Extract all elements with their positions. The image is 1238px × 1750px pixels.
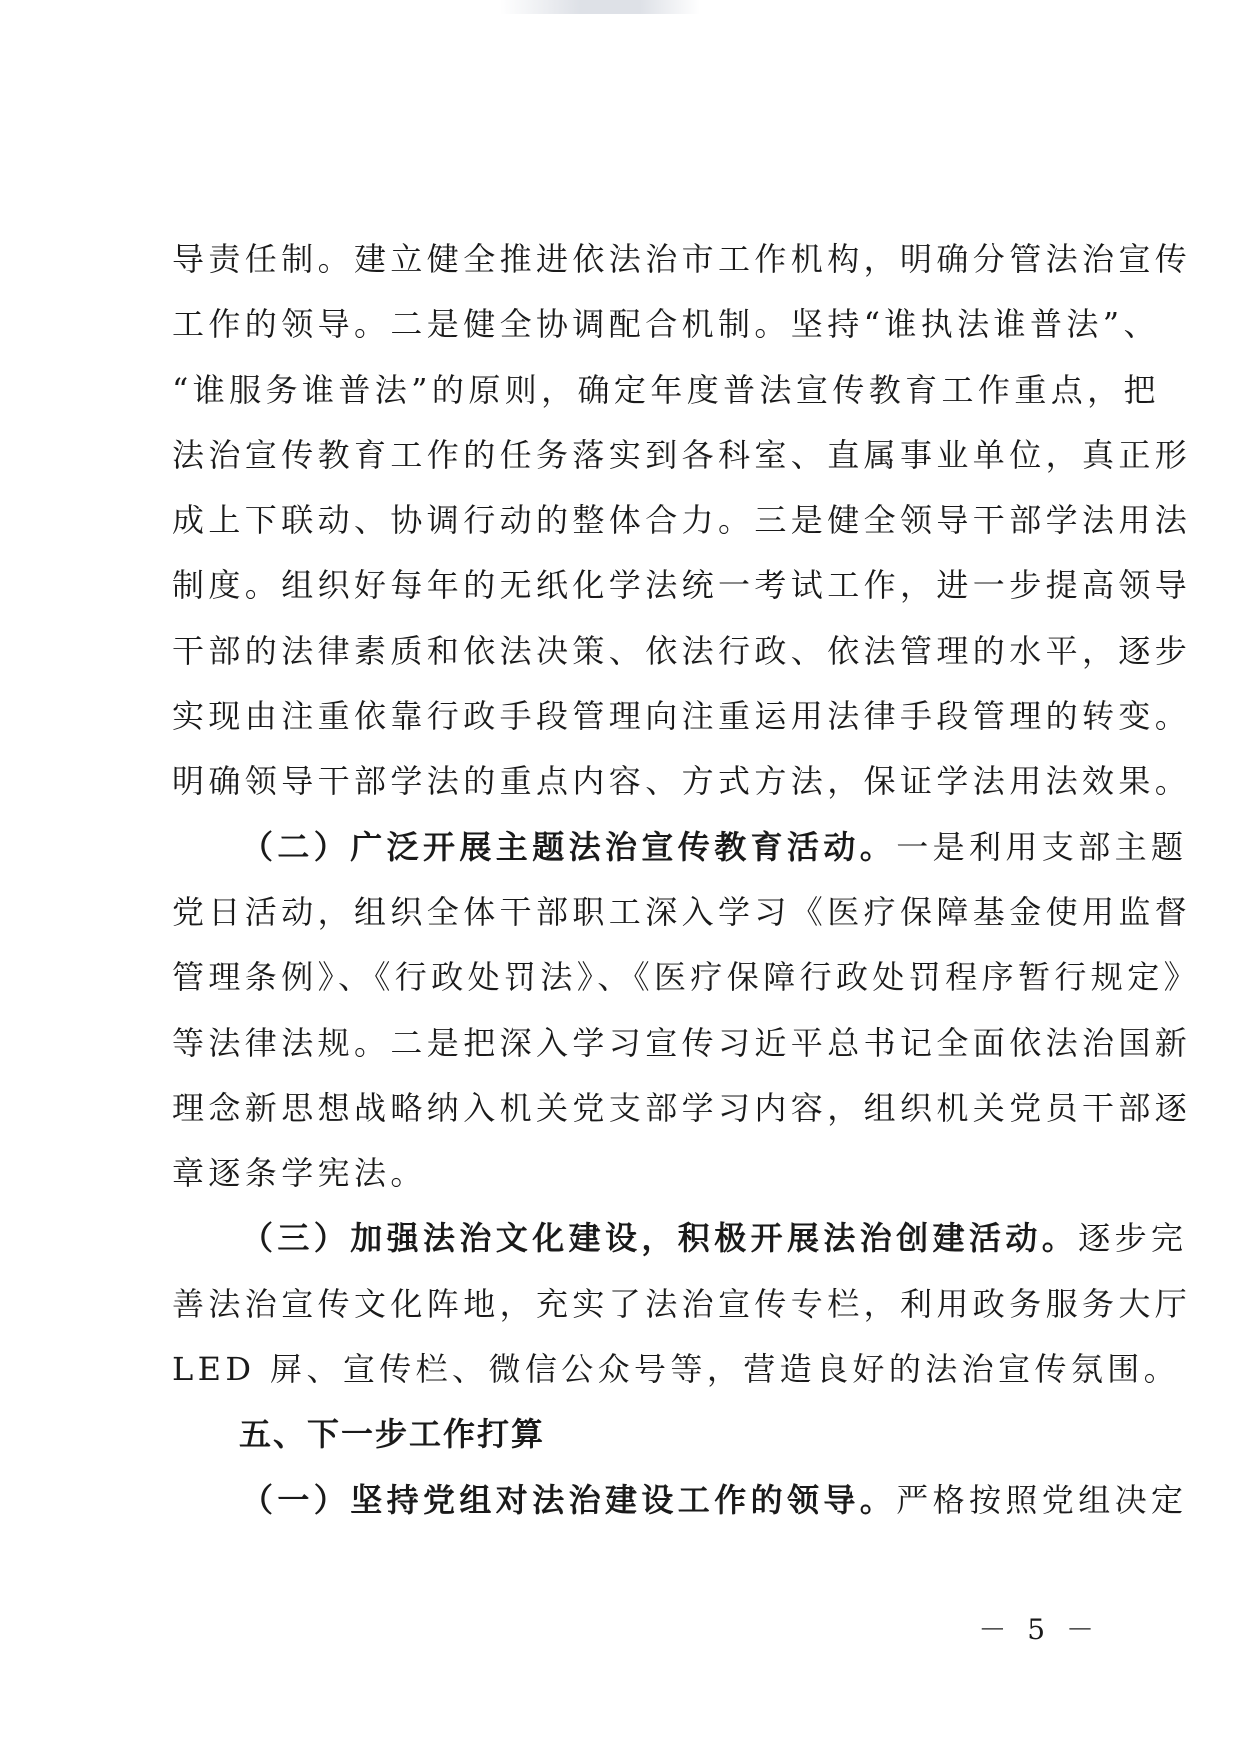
page-number: － 5 － (978, 1613, 1100, 1646)
body-line: 实现由注重依靠行政手段管理向注重运用法律手段管理的转变。 (172, 697, 1192, 736)
body-line: 理念新思想战略纳入机关党支部学习内容，组织机关党员干部逐 (172, 1088, 1192, 1127)
body-line: “谁服务谁普法”的原则，确定年度普法宣传教育工作重点，把 (172, 370, 1160, 409)
paragraph-5-1-heading: （一）坚持党组对法治建设工作的领导。 (241, 1480, 897, 1519)
paragraph-3-heading: （三）加强法治文化建设，积极开展法治创建活动。 (241, 1219, 1079, 1258)
document-body (172, 227, 1201, 1533)
scan-artifact (500, 0, 700, 14)
paragraph-2-text: 一是利用支部主题 (896, 827, 1188, 866)
body-line: 党日活动，组织全体干部职工深入学习《医疗保障基金使用监督 (172, 892, 1192, 931)
body-line: 管理条例》、《行政处罚法》、《医疗保障行政处罚程序暂行规定》 (172, 958, 1201, 997)
body-line: 工作的领导。二是健全协调配合机制。坚持“谁执法谁普法”、 (172, 305, 1160, 344)
body-line: 制度。组织好每年的无纸化学法统一考试工作，进一步提高领导 (172, 566, 1192, 605)
body-line: 善法治宣传文化阵地，充实了法治宣传专栏，利用政务服务大厅 (172, 1284, 1192, 1323)
body-line: 等法律法规。二是把深入学习宣传习近平总书记全面依法治国新 (172, 1023, 1192, 1062)
paragraph-2-first-line (172, 815, 1188, 880)
paragraph-3-text: 逐步完 (1078, 1219, 1188, 1258)
paragraph-5-1-text: 严格按照党组决定 (896, 1480, 1188, 1519)
paragraph-2-heading: （二）广泛开展主题法治宣传教育活动。 (241, 827, 897, 866)
body-line: 章逐条学宪法。 (172, 1154, 427, 1193)
body-line: LED 屏、宣传栏、微信公众号等，营造良好的法治宣传氛围。 (172, 1350, 1181, 1389)
body-line: 明确领导干部学法的重点内容、方式方法，保证学法用法效果。 (172, 762, 1192, 801)
body-line: 法治宣传教育工作的任务落实到各科室、直属事业单位，真正形 (172, 435, 1192, 474)
body-line: 干部的法律素质和依法决策、依法行政、依法管理的水平，逐步 (172, 631, 1192, 670)
body-line: 成上下联动、协调行动的整体合力。三是健全领导干部学法用法 (172, 501, 1192, 540)
paragraph-5-1-first-line (172, 1468, 1188, 1533)
body-line: 导责任制。建立健全推进依法治市工作机构，明确分管法治宣传 (172, 240, 1192, 278)
section-heading: 五、下一步工作打算 (239, 1415, 546, 1454)
paragraph-3-first-line (172, 1206, 1188, 1271)
